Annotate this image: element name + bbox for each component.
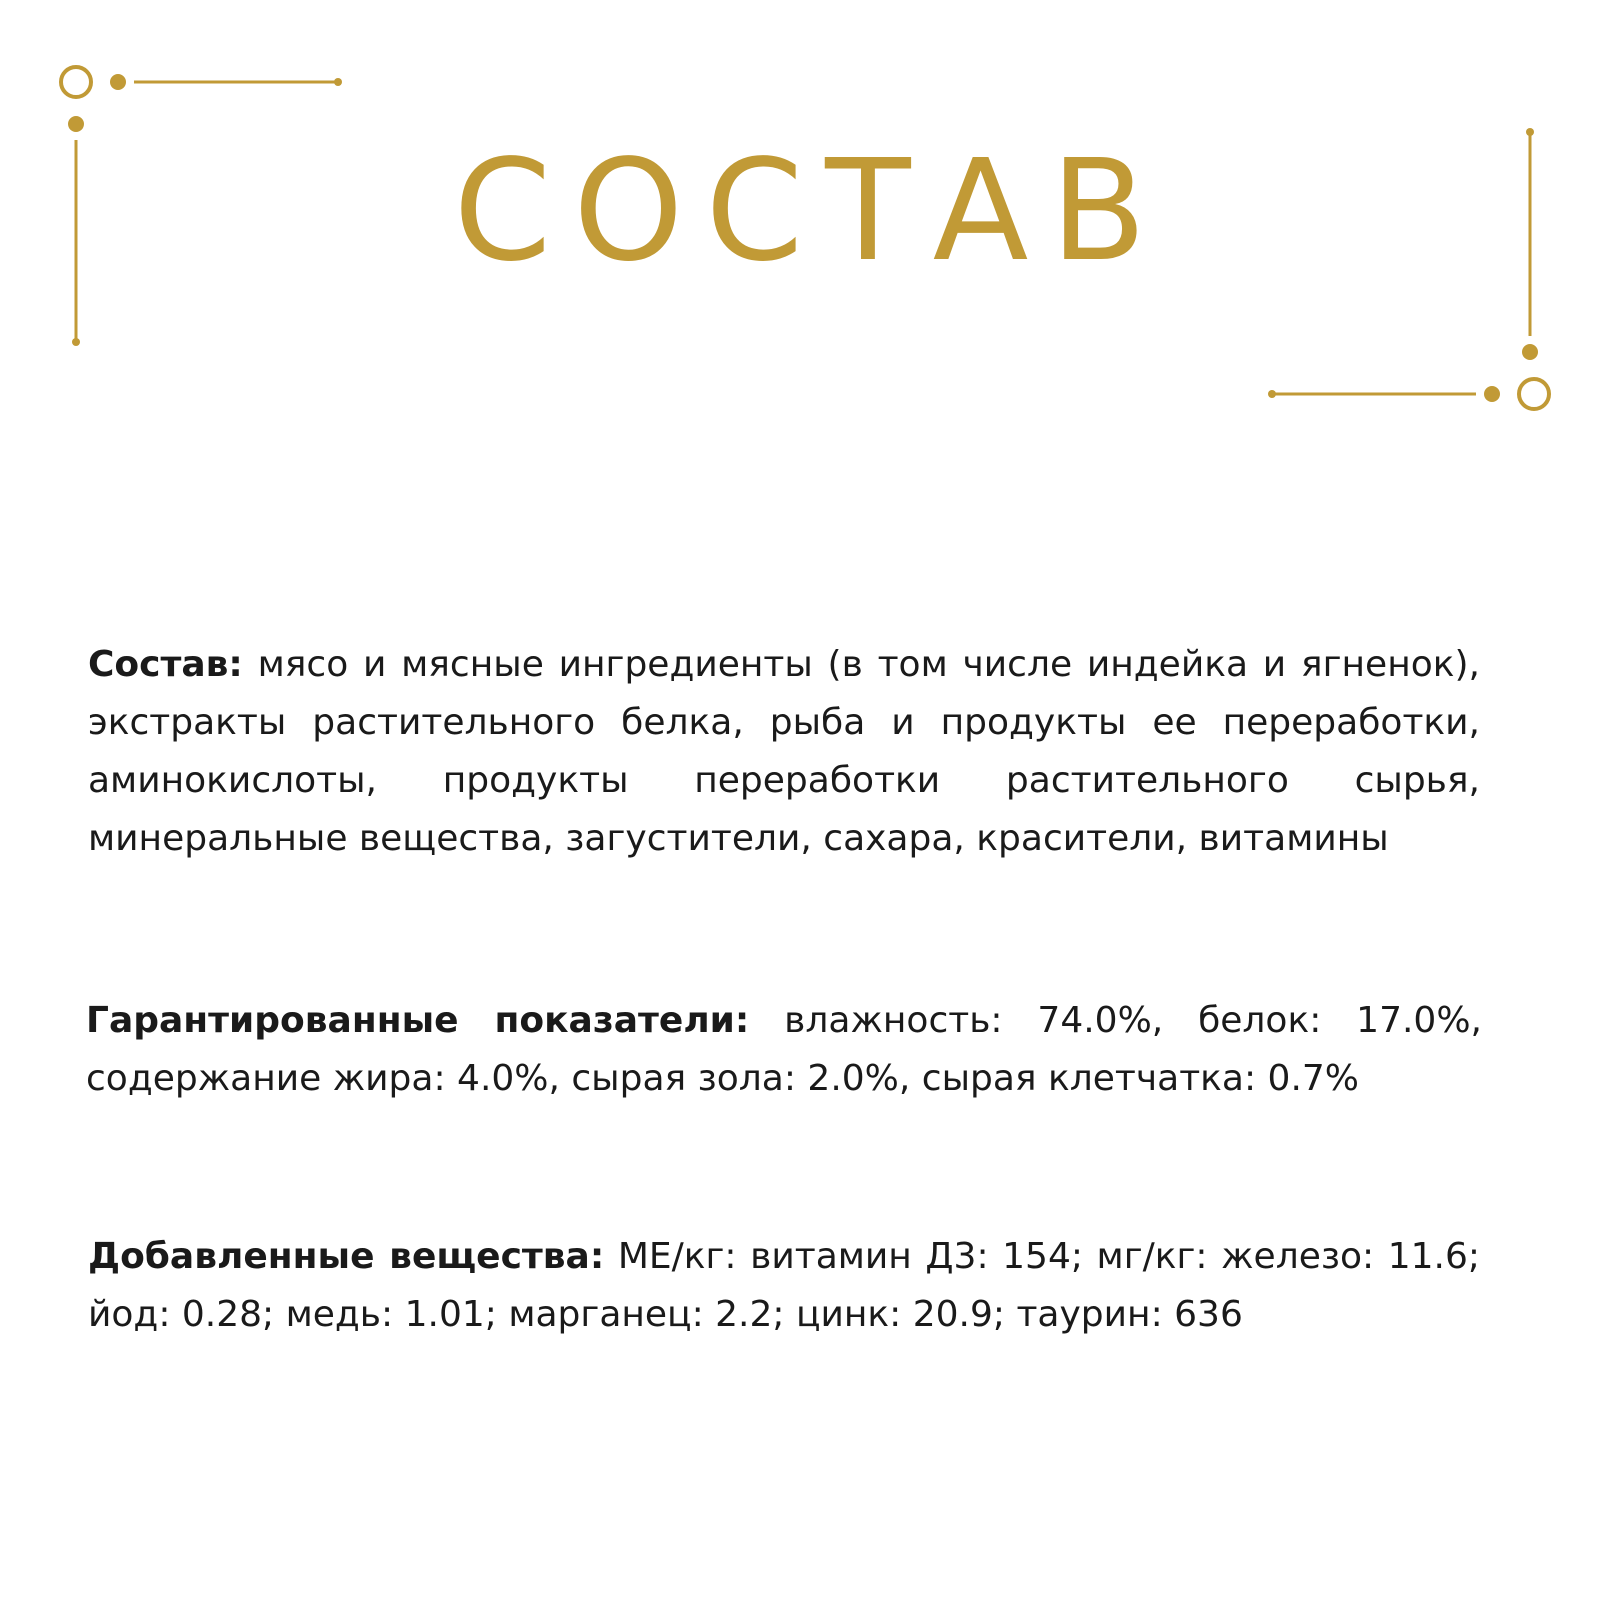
composition-text: мясо и мясные ингредиенты (в том числе индейка и ягненок), экстракты растительного белка, рыба и продукты ее переработки, аминокислоты, продукты переработки растительного сырья, минеральные вещества, загустители, сахара, красители, витамины	[88, 644, 1480, 859]
guaranteed-analysis-text: влажность: 74.0%, белок: 17.0%, содержание жира: 4.0%, сырая зола: 2.0%, сырая клетчатка: 0.7%	[86, 1000, 1482, 1099]
ornament-dot-icon	[1484, 386, 1500, 402]
page-title: СОСТАВ	[453, 130, 1169, 293]
additives-label: Добавленные вещества:	[88, 1236, 605, 1277]
additives-text: МЕ/кг: витамин Д3: 154; мг/кг: железо: 11.6; йод: 0.28; медь: 1.01; марганец: 2.2; цинк: 20.9; таурин: 636	[88, 1236, 1480, 1335]
composition-label: Состав:	[88, 644, 243, 685]
ornament-end-dot-icon	[72, 338, 80, 346]
additives-paragraph	[88, 1228, 1480, 1344]
ornament-dot-icon	[1522, 344, 1538, 360]
composition-paragraph	[88, 636, 1480, 868]
ornament-ring-icon	[61, 67, 91, 97]
guaranteed-analysis-paragraph	[86, 992, 1482, 1108]
ornament-ring-icon	[1519, 379, 1549, 409]
ornament-dot-icon	[110, 74, 126, 90]
ornament-dot-icon	[68, 116, 84, 132]
guaranteed-analysis-label: Гарантированные показатели:	[86, 1000, 750, 1041]
ornament-end-dot-icon	[334, 78, 342, 86]
